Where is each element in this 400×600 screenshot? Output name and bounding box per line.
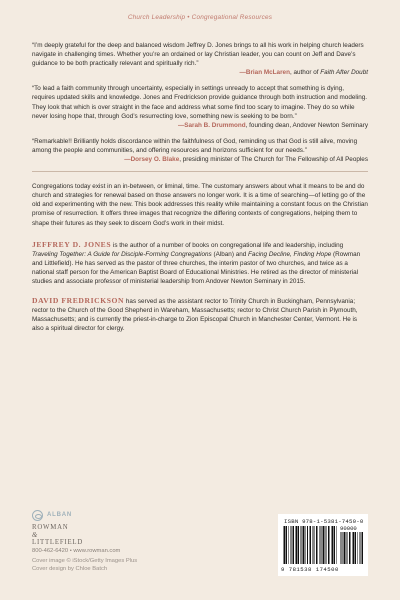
barcode-bar: [328, 526, 330, 564]
cover-design-credit: Cover design by Chloe Batch: [32, 565, 108, 572]
barcode-bar: [325, 526, 326, 564]
section-divider: [32, 171, 368, 172]
publisher-logo-amp: &: [32, 531, 39, 539]
barcode-bar: [307, 526, 308, 564]
barcode-bar: [323, 526, 325, 564]
endorser-role: , founding dean, Andover Newton Seminary: [245, 121, 368, 129]
barcode-bar: [342, 532, 343, 564]
barcode-bar: [340, 532, 341, 564]
barcode-bar: [312, 526, 313, 564]
barcode-bar: [358, 532, 359, 564]
attribution-dash: —: [177, 121, 185, 129]
barcode-bar: [303, 526, 305, 564]
barcode-bar: [355, 532, 357, 564]
publisher-logo-line2: LITTLEFIELD: [32, 539, 84, 547]
endorser-role: , author of: [289, 69, 321, 77]
barcode-bar: [334, 526, 336, 564]
author-name: DAVID FREDRICKSON: [32, 296, 125, 306]
bio-book-title: Traveling Together: A Guide for Disciple-Forming Congregations: [32, 250, 212, 258]
alban-logo-icon: [32, 510, 43, 521]
barcode-bar: [331, 526, 332, 564]
price-supplement: 90000: [340, 525, 357, 532]
bio-text: is the author of a number of books on congregational life and leadership, including: [111, 241, 344, 249]
barcode-bar: [284, 526, 285, 564]
barcode-bar: [291, 526, 292, 564]
book-description: Congregations today exist in an in-between, or liminal, time. The customary answers about what it means to be and do church and strategies for renewal based on those answers no longer work. It is a time of searching—of letting go of the old and experimenting with the new. This book addresses this reality while maintaining a constant focus on the Christian promise of resurrection. It offers three images that recognize the differing contexts of congregations, helping them to shape their futures as they seek to discern God’s work in their midst.: [32, 183, 368, 227]
barcode-bar: [316, 526, 318, 564]
publisher-logo-line1: ROWMAN: [32, 524, 69, 531]
isbn-number: ISBN 978-1-5381-7450-0: [284, 518, 364, 525]
endorser-book-title: Faith After Doubt: [320, 69, 368, 77]
barcode-bar: [293, 526, 295, 564]
barcode-bar: [319, 526, 320, 564]
barcode-bar: [332, 526, 333, 564]
author-bio-jones: [32, 240, 368, 286]
barcode-bar: [344, 532, 346, 564]
barcode-bar: [337, 526, 338, 564]
barcode-bar: [346, 532, 347, 564]
quote-text: “I’m deeply grateful for the deep and balanced wisdom Jeffrey D. Jones brings to all his work in helping church leaders navigate in challenging times. Whether you’re an ordained or lay Christian leader, you can count on Jeff and Dave’s guidance to be both practically relevant and spiritually rich.”: [32, 42, 364, 68]
barcode-bar: [305, 526, 306, 564]
cover-image-credit: Cover image © iStock/Getty Images Plus: [32, 558, 138, 565]
back-cover-content: [32, 41, 368, 343]
barcode-bar: [295, 526, 296, 564]
quote-text: “Remarkable!! Brilliantly holds discordance within the faithfulness of God, reminding us that God is still alive, moving among the people and communities, and offering resources and horizons sufficient for our needs.”: [32, 137, 358, 154]
endorsement-quote: [32, 41, 368, 77]
barcode-bar: [321, 526, 322, 564]
bio-text: has served as the assistant rector to Trinity Church in Buckingham, Pennsylvania; rector to the Church of the Good Shepherd in Wareham, Massachusetts; rector to Christ Church Parish in Plymouth, Massachusetts; and is currently the priest-in-charge to Zion Episcopal Church in Manchester Center, Vermont. He is also a spiritual director for clergy.: [32, 298, 358, 333]
author-name: JEFFREY D. JONES: [32, 239, 112, 249]
attribution-dash: —: [239, 69, 246, 77]
endorser-name: Sarah B. Drummond: [184, 121, 246, 129]
barcode-main-bars: [283, 526, 337, 564]
endorser-name: Dorsey O. Blake: [130, 156, 180, 164]
bio-text: (Rowman and Littlefield). He has served as the pastor of three churches, the interim pastor of two churches, and twice as a national staff person for the American Baptist Board of Educational Ministries. He retired as the director of ministerial studies and associate professor of ministerial leadership from Andover Newton Seminary in 2015.: [32, 250, 361, 285]
bio-text: (Alban) and: [211, 250, 249, 258]
barcode-supplement-bars: [340, 532, 364, 564]
barcode-bar: [314, 526, 315, 564]
publisher-logo: [32, 524, 152, 547]
barcode-bar: [349, 532, 351, 564]
barcode-bar: [302, 526, 303, 564]
barcode-bar: [298, 526, 300, 564]
endorsement-quote: [32, 137, 368, 164]
alban-imprint: [32, 510, 152, 521]
quote-text: “To lead a faith community through uncertainty, especially in settings unready to accept that something is dying, requires updated skills and knowledge. Jones and Fredrickson provide guidance through both instruction and modeling. They look that which is over straight in the face and address what some find too scary to imagine. They do so while never losing hope that, through God’s resurrecting love, something new is seeking to be born.”: [32, 85, 368, 120]
barcode-bar: [286, 526, 288, 564]
barcode-bar: [360, 532, 361, 564]
barcode-bar: [362, 532, 364, 564]
barcode-bar: [300, 526, 301, 564]
barcode-bar: [289, 526, 290, 564]
barcode-bar: [353, 532, 354, 564]
barcode-bar: [352, 532, 353, 564]
category-header: Church Leadership • Congregational Resources: [127, 14, 273, 21]
bio-book-title: Facing Decline, Finding Hope: [248, 250, 332, 258]
attribution-dash: —: [124, 156, 131, 164]
barcode-digits: 9 781538 174500: [281, 566, 339, 573]
endorsement-quote: [32, 84, 368, 129]
barcode-bar: [283, 526, 284, 564]
cover-credits: [32, 558, 152, 573]
quote-attribution: [32, 155, 368, 164]
publisher-block: [32, 510, 152, 574]
quote-attribution: [32, 121, 368, 130]
author-bio-fredrickson: [32, 296, 368, 333]
barcode-bar: [347, 532, 348, 564]
barcode-bar: [326, 526, 327, 564]
quote-attribution: [32, 68, 368, 77]
endorser-name: Brian McLaren: [245, 69, 290, 77]
isbn-barcode: [278, 514, 368, 576]
barcode-bar: [296, 526, 297, 564]
barcode-bar: [310, 526, 312, 564]
publisher-contact: 800-462-6420 • www.rowman.com: [32, 547, 121, 554]
alban-imprint-name: ALBAN: [47, 511, 72, 518]
endorser-role: , presiding minister of The Church for The Fellowship of All Peoples: [179, 156, 368, 164]
